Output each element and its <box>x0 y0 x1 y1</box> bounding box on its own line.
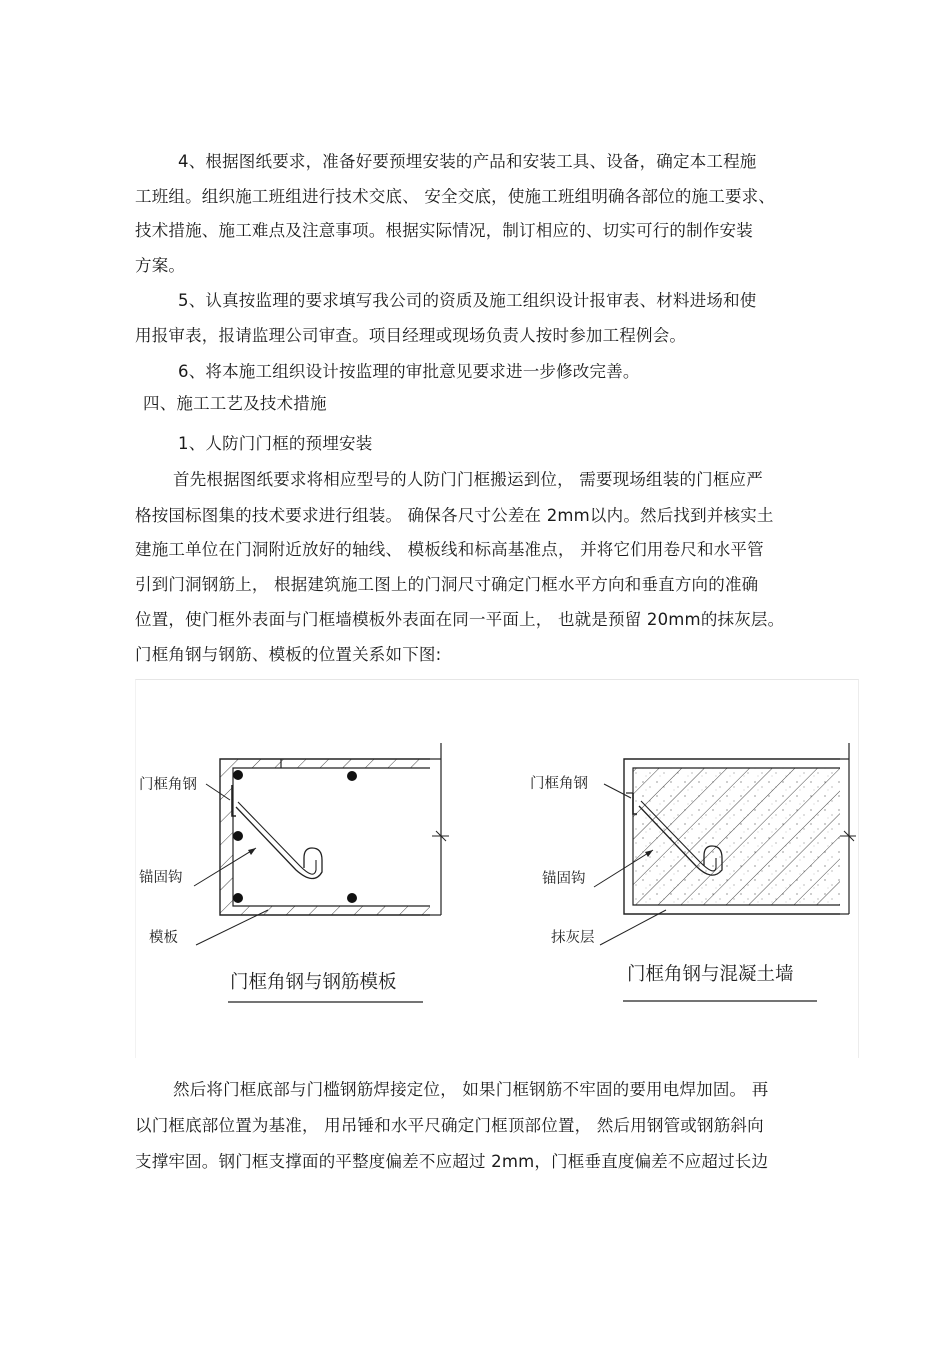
p4-line-1: 首先根据图纸要求将相应型号的人防门门框搬运到位， 需要现场组装的门框应严 <box>173 470 763 489</box>
left-angle-steel <box>232 785 236 816</box>
p4-line-5: 位置，使门框外表面与门框墙模板外表面在同一平面上， 也就是预留 20mm的抹灰层。 <box>135 610 785 629</box>
door-frame-figure <box>135 679 859 1058</box>
left-rebar <box>347 893 357 903</box>
left-rebar <box>233 770 243 780</box>
left-diagram <box>139 743 449 1002</box>
p4-line-6: 门框角钢与钢筋、模板的位置关系如下图: <box>135 645 442 664</box>
p3-line-1: 6、将本施工组织设计按监理的审批意见要求进一步修改完善。 <box>178 362 640 381</box>
p4-line-4: 引到门洞钢筋上， 根据建筑施工图上的门洞尺寸确定门框水平方向和垂直方向的准确 <box>135 575 759 594</box>
left-label-anchor-hook: 锚固钩 <box>139 870 183 886</box>
left-top-formwork <box>233 759 430 768</box>
left-label-formwork: 模板 <box>149 930 178 946</box>
right-label-anchor-hook: 锚固钩 <box>542 871 586 887</box>
right-label-angle-steel: 门框角钢 <box>530 776 588 792</box>
p5-line-1: 然后将门框底部与门槛钢筋焊接定位， 如果门框钢筋不牢固的要用电焊加固。 再 <box>173 1080 769 1099</box>
p2-line-1: 5、认真按监理的要求填写我公司的资质及施工组织设计报审表、材料进场和使 <box>178 291 757 310</box>
p1-line-2: 工班组。组织施工班组进行技术交底、 安全交底，使施工班组明确各部位的施工要求、 <box>135 187 776 206</box>
right-diagram <box>530 743 856 1001</box>
p4-line-2: 格按国标图集的技术要求进行组装。 确保各尺寸公差在 2mm以内。然后找到并核实土 <box>135 506 774 525</box>
left-rebar <box>347 771 357 781</box>
left-anchor-hook <box>236 807 322 879</box>
subsection-heading: 1、人防门门框的预埋安装 <box>178 434 373 453</box>
left-rebar <box>233 893 243 903</box>
left-outer-outline <box>220 759 430 915</box>
p1-line-3: 技术措施、施工难点及注意事项。根据实际情况，制订相应的、切实可行的制作安装 <box>135 221 753 240</box>
p1-line-1: 4、根据图纸要求，准备好要预埋安装的产品和安装工具、设备，确定本工程施 <box>178 152 757 171</box>
right-caption: 门框角钢与混凝土墙 <box>627 964 794 985</box>
p5-line-3: 支撑牢固。钢门框支撑面的平整度偏差不应超过 2mm，门框垂直度偏差不应超过长边 <box>135 1152 769 1171</box>
left-side-formwork <box>220 759 233 915</box>
p1-line-4: 方案。 <box>135 256 186 275</box>
left-bottom-formwork <box>233 906 430 915</box>
right-label-plaster: 抹灰层 <box>551 930 595 946</box>
left-inner-outline <box>233 768 430 906</box>
p2-line-2: 用报审表，报请监理公司审查。项目经理或现场负责人按时参加工程例会。 <box>135 326 687 345</box>
p5-line-2: 以门框底部位置为基准， 用吊锤和水平尺确定门框顶部位置， 然后用钢管或钢筋斜向 <box>135 1116 764 1135</box>
p4-line-3: 建施工单位在门洞附近放好的轴线、 模板线和标高基准点， 并将它们用卷尺和水平管 <box>135 540 764 559</box>
left-caption: 门框角钢与钢筋模板 <box>230 972 397 993</box>
left-rebar <box>233 831 243 841</box>
left-label-angle-steel: 门框角钢 <box>139 777 197 793</box>
section-heading: 四、施工工艺及技术措施 <box>143 394 327 413</box>
